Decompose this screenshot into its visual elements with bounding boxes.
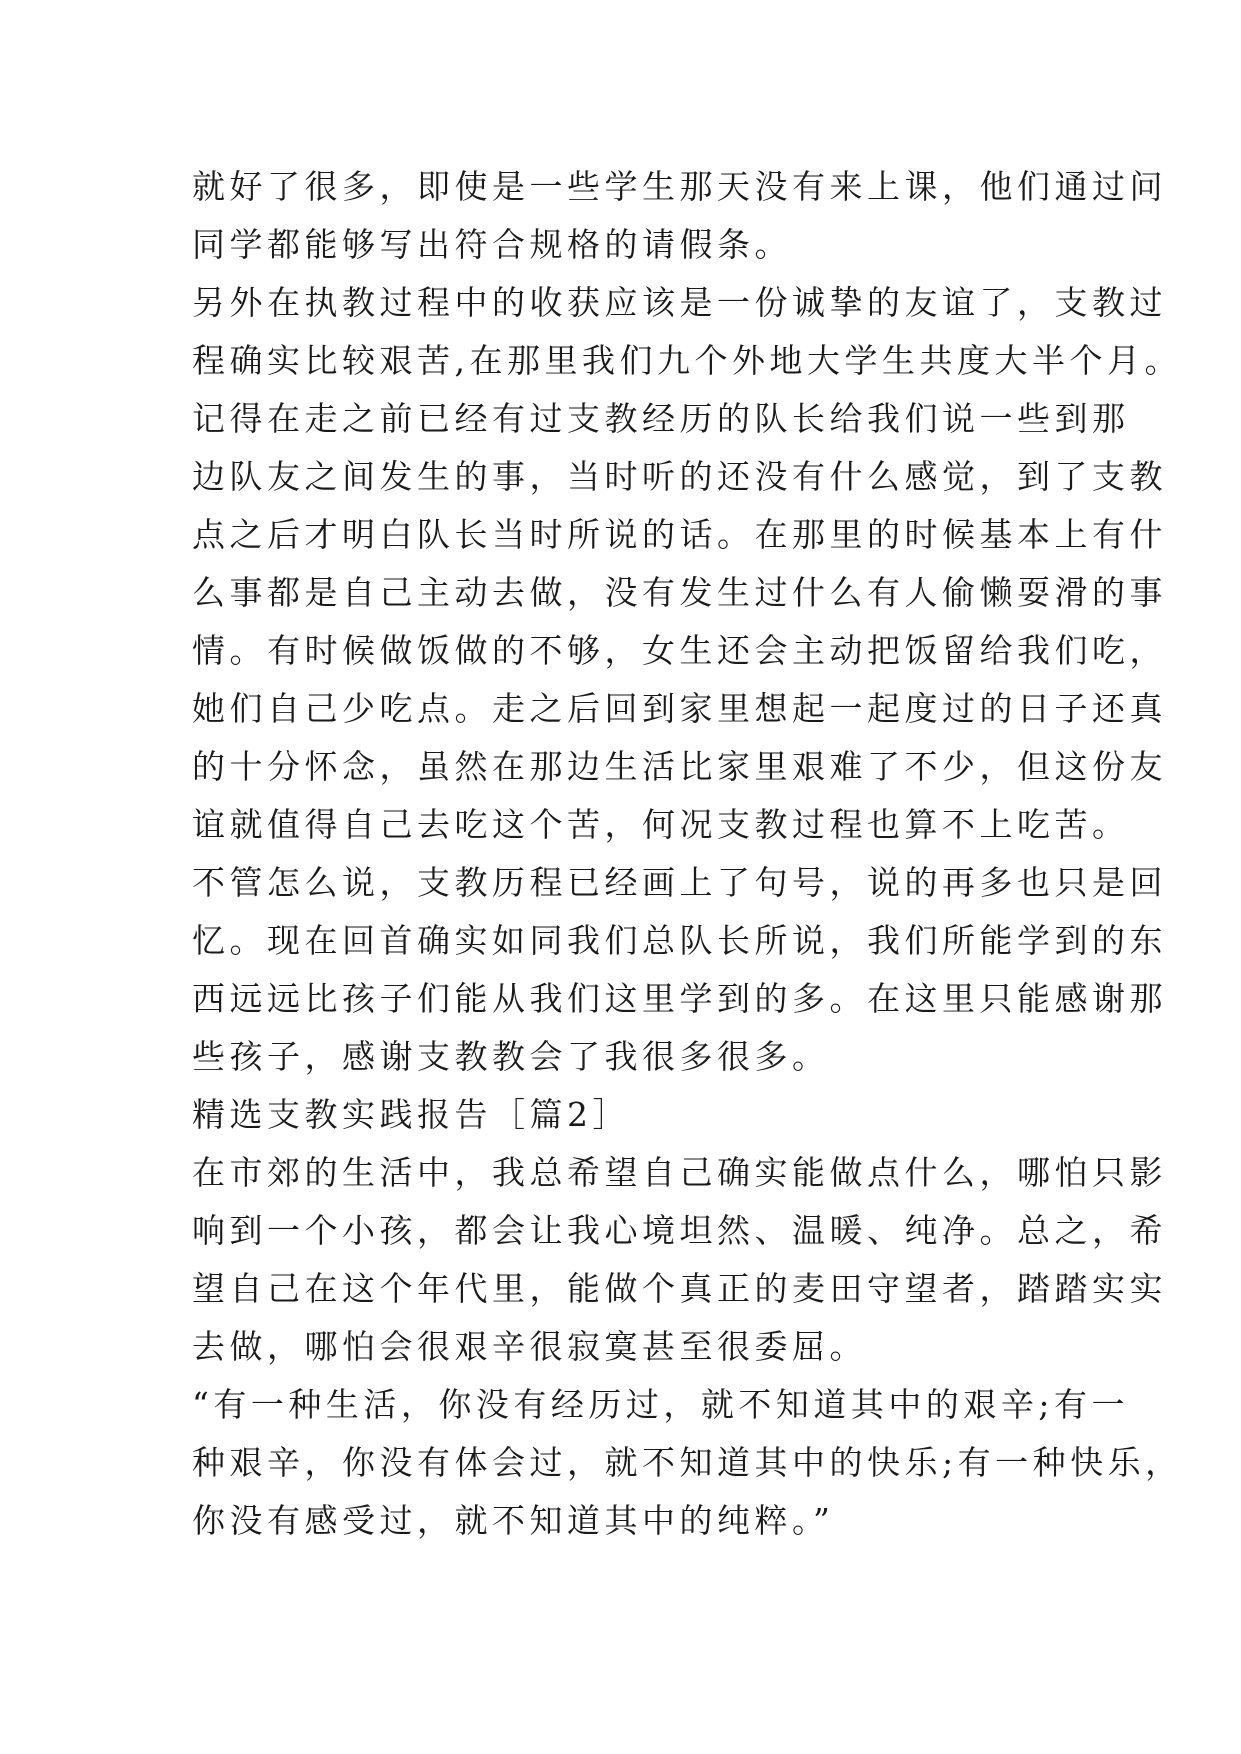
text-line: 情。有时候做饭做的不够，女生还会主动把饭留给我们吃， [192,631,1167,670]
paragraph-1 [192,158,1167,274]
section-heading [192,1086,1052,1144]
text-line: 程确实比较艰苦,在那里我们九个外地大学生共度大半个月。 [192,341,1182,380]
heading-line: 精选支教实践报告［篇2］ [192,1095,630,1134]
text-line: 记得在走之前已经有过支教经历的队长给我们说一些到那 [192,399,1130,438]
text-line: 你没有感受过，就不知道其中的纯粹。” [192,1501,835,1540]
paragraph-2 [192,274,1182,854]
text-line: 种艰辛，你没有体会过，就不知道其中的快乐;有一种快乐， [192,1443,1183,1482]
text-line: 么事都是自己主动去做，没有发生过什么有人偷懒耍滑的事 [192,573,1167,612]
text-line: 西远远比孩子们能从我们这里学到的多。在这里只能感谢那 [192,979,1167,1018]
text-line: 忆。现在回首确实如同我们总队长所说，我们所能学到的东 [192,921,1167,960]
paragraph-5-quote [192,1376,1183,1550]
text-line: 在市郊的生活中，我总希望自己确实能做点什么，哪怕只影 [192,1153,1167,1192]
paragraph-3 [192,854,1167,1086]
text-line: 点之后才明白队长当时所说的话。在那里的时候基本上有什 [192,515,1167,554]
text-line: 响到一个小孩，都会让我心境坦然、温暖、纯净。总之，希 [192,1211,1167,1250]
text-line: 去做，哪怕会很艰辛很寂寞甚至很委屈。 [192,1327,867,1366]
text-line: 的十分怀念，虽然在那边生活比家里艰难了不少，但这份友 [192,747,1167,786]
text-line: 不管怎么说，支教历程已经画上了句号，说的再多也只是回 [192,863,1167,902]
text-line: “有一种生活，你没有经历过，就不知道其中的艰辛;有一 [192,1385,1129,1424]
paragraph-4 [192,1144,1167,1376]
document-body [192,158,1183,1550]
text-line: 就好了很多，即使是一些学生那天没有来上课，他们通过问 [192,167,1167,206]
text-line: 谊就值得自己去吃这个苦，何况支教过程也算不上吃苦。 [192,805,1130,844]
text-line: 边队友之间发生的事，当时听的还没有什么感觉，到了支教 [192,457,1167,496]
text-line: 同学都能够写出符合规格的请假条。 [192,225,792,264]
text-line: 她们自己少吃点。走之后回到家里想起一起度过的日子还真 [192,689,1167,728]
text-line: 望自己在这个年代里，能做个真正的麦田守望者，踏踏实实 [192,1269,1167,1308]
text-line: 另外在执教过程中的收获应该是一份诚挚的友谊了，支教过 [192,283,1167,322]
text-line: 些孩子，感谢支教教会了我很多很多。 [192,1037,830,1076]
